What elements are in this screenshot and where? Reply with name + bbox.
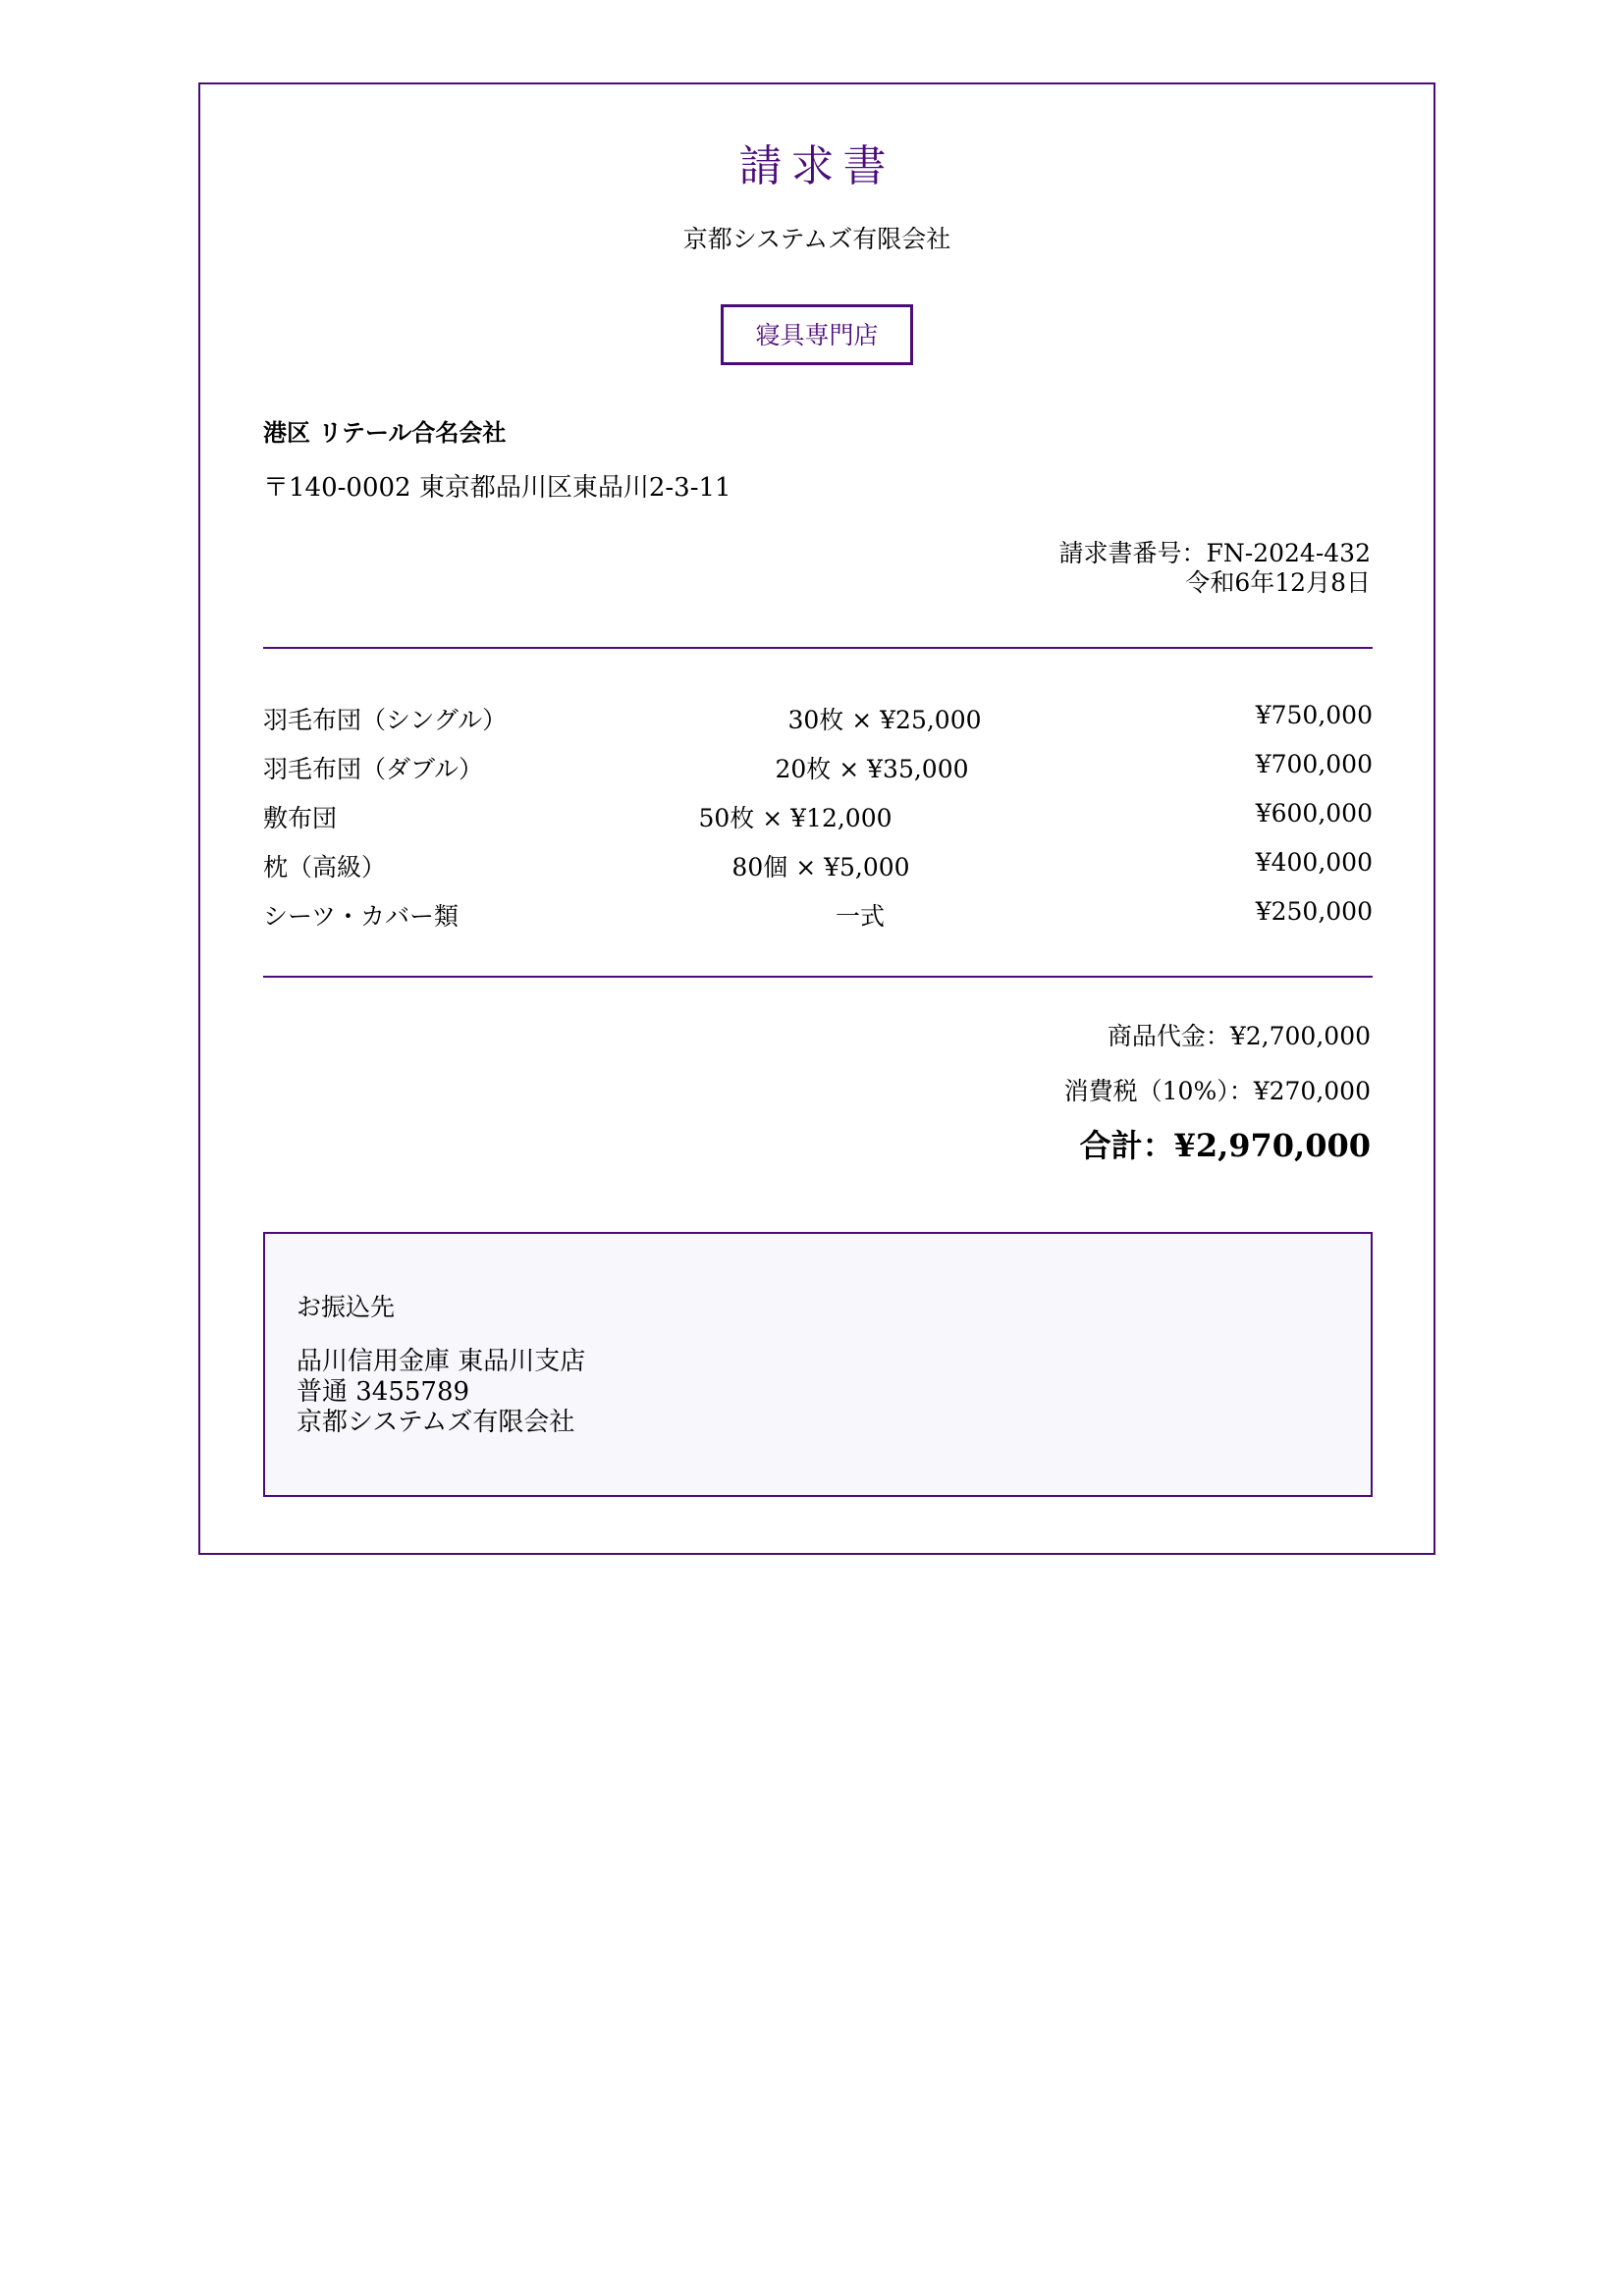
invoice-date: 令和6年12月8日 [1185, 568, 1371, 597]
item-quantity: 一式 [835, 902, 886, 931]
invoice-sheet [198, 82, 1435, 1555]
item-name: シーツ・カバー類 [263, 902, 460, 931]
line-items [263, 693, 1373, 938]
item-name: 羽毛布団（シングル） [263, 706, 508, 734]
bank-details [297, 1347, 585, 1438]
item-amount: ¥600,000 [1255, 799, 1373, 828]
invoice-number: 請求書番号：FN-2024-432 [1058, 539, 1371, 567]
consumption-tax: 消費税（10%）：¥270,000 [1063, 1077, 1371, 1105]
bank-transfer-box [263, 1232, 1373, 1497]
item-amount: ¥400,000 [1255, 848, 1373, 877]
line-item [263, 791, 1373, 840]
item-name: 枕（高級） [263, 853, 387, 881]
item-quantity: 50枚 × ¥12,000 [698, 804, 893, 832]
invoice-meta [1059, 539, 1371, 598]
item-name: 敷布団 [263, 804, 338, 832]
line-item [263, 840, 1373, 889]
bank-heading: お振込先 [297, 1293, 396, 1321]
items-bottom-divider [263, 976, 1373, 978]
recipient-name: 港区 リテール合名会社 [263, 419, 507, 447]
item-quantity: 30枚 × ¥25,000 [787, 706, 982, 734]
issuer-name: 京都システムズ有限会社 [682, 225, 951, 253]
items-top-divider [263, 647, 1373, 649]
subtotal: 商品代金：¥2,700,000 [1107, 1022, 1371, 1050]
item-amount: ¥700,000 [1255, 750, 1373, 778]
line-item [263, 693, 1373, 742]
item-quantity: 20枚 × ¥35,000 [775, 755, 969, 783]
totals-block [1064, 1022, 1371, 1165]
item-quantity: 80個 × ¥5,000 [731, 853, 910, 881]
bank-branch: 品川信用金庫 東品川支店 [297, 1347, 586, 1376]
item-amount: ¥250,000 [1255, 897, 1373, 926]
bank-account: 普通 3455789 [297, 1377, 470, 1407]
item-name: 羽毛布団（ダブル） [263, 755, 484, 783]
item-amount: ¥750,000 [1255, 701, 1373, 729]
bank-account-holder: 京都システムズ有限会社 [297, 1408, 575, 1437]
grand-total: 合計：¥2,970,000 [1079, 1127, 1371, 1164]
badge-container [200, 304, 1434, 365]
line-item [263, 742, 1373, 791]
store-type-badge: 寝具専門店 [721, 304, 912, 365]
recipient-address: 〒140-0002 東京都品川区東品川2-3-11 [263, 473, 731, 503]
line-item [263, 889, 1373, 938]
invoice-title: 請求書 [738, 141, 895, 191]
